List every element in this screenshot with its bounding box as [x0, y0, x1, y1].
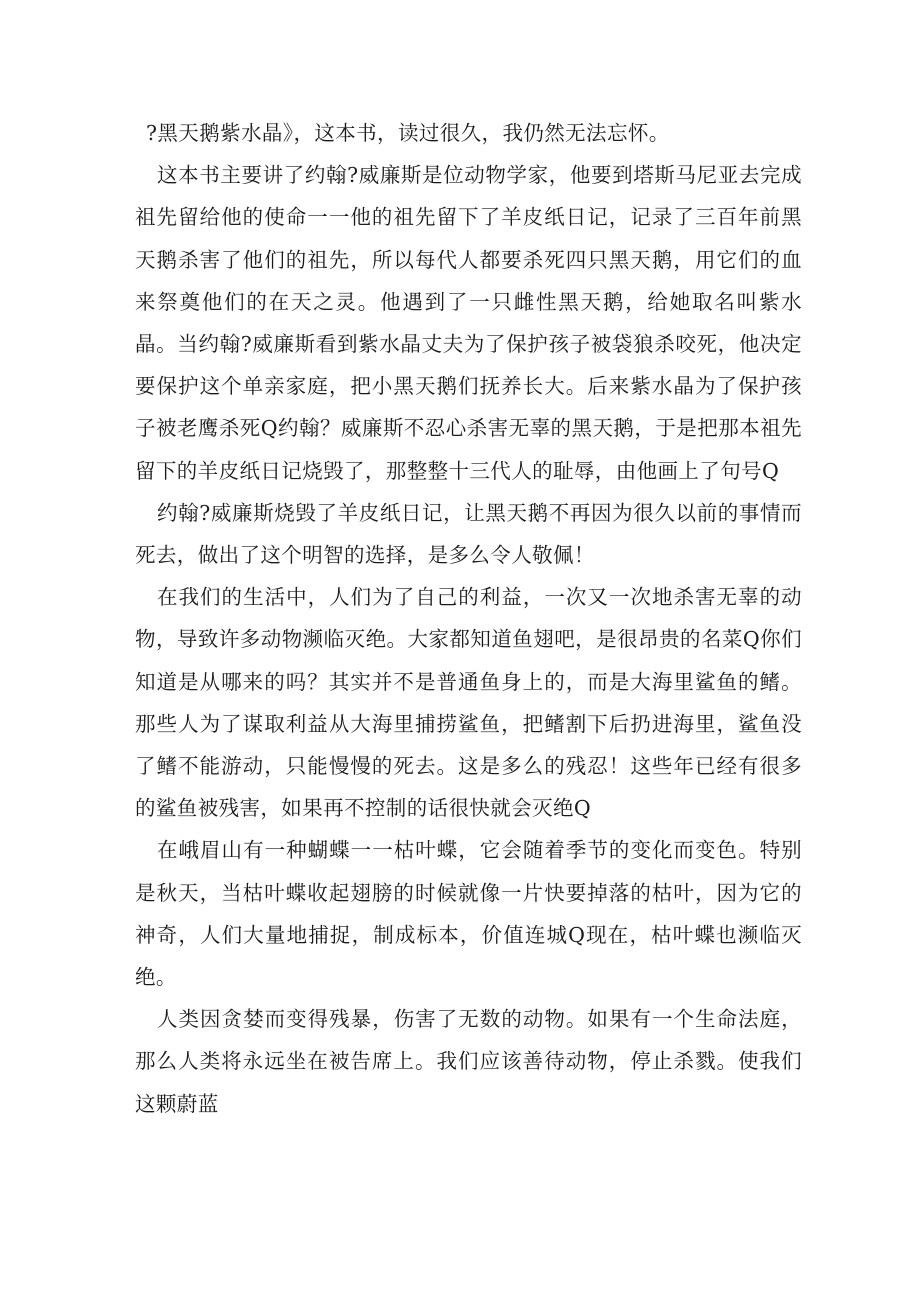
- paragraph-summary: 这本书主要讲了约翰?威廉斯是位动物学家，他要到塔斯马尼亚去完成祖先留给他的使命一一他的祖先留下了羊皮纸日记，记录了三百年前黑天鹅杀害了他们的祖先，所以每代人都要杀死四只黑天鹅，用它们的血来祭奠他们的在天之灵。他遇到了一只雌性黑天鹅，给她取名叫紫水晶。当约翰?威廉斯看到紫水晶丈夫为了保护孩子被袋狼杀咬死，他决定要保护这个单亲家庭，把小黑天鹅们抚养长大。后来紫水晶为了保护孩子被老鹰杀死Q约翰？威廉斯不忍心杀害无辜的黑天鹅，于是把那本祖先留下的羊皮纸日记烧毁了，那整整十三代人的耻辱，由他画上了句号Q: [135, 163, 802, 483]
- paragraph-book-title: ?黑天鹅紫水晶》，这本书，读过很久，我仍然无法忘怀。: [146, 121, 670, 145]
- paragraph-shark-fin: 在我们的生活中，人们为了自己的利益，一次又一次地杀害无辜的动物，导致许多动物濒临灭绝。大家都知道鱼翅吧，是很昂贵的名菜Q你们知道是从哪来的吗？其实并不是普通鱼身上的，而是大海里鲨鱼的鳍。那些人为了谋取利益从大海里捕捞鲨鱼，把鳍割下后扔进海里，鲨鱼没了鳍不能游动，只能慢慢的死去。这是多么的残忍！这些年已经有很多的鲨鱼被残害，如果再不控制的话很快就会灭绝Q: [135, 585, 802, 821]
- paragraph-conclusion: 人类因贪婪而变得残暴，伤害了无数的动物。如果有一个生命法庭，那么人类将永远坐在被告席上。我们应该善待动物，停止杀戮。使我们这颗蔚蓝: [135, 1007, 802, 1116]
- article-body: [135, 112, 802, 1125]
- paragraph-leaf-butterfly: 在峨眉山有一种蝴蝶一一枯叶蝶，它会随着季节的变化而变色。特别是秋天，当枯叶蝶收起翅膀的时候就像一片快要掉落的枯叶，因为它的神奇，人们大量地捕捉，制成标本，价值连城Q现在，枯叶蝶也濒临灭绝。: [135, 838, 802, 990]
- paragraph-admiration: 约翰?威廉斯烧毁了羊皮纸日记，让黑天鹅不再因为很久以前的事情而死去，做出了这个明智的选择，是多么令人敬佩！: [135, 500, 802, 568]
